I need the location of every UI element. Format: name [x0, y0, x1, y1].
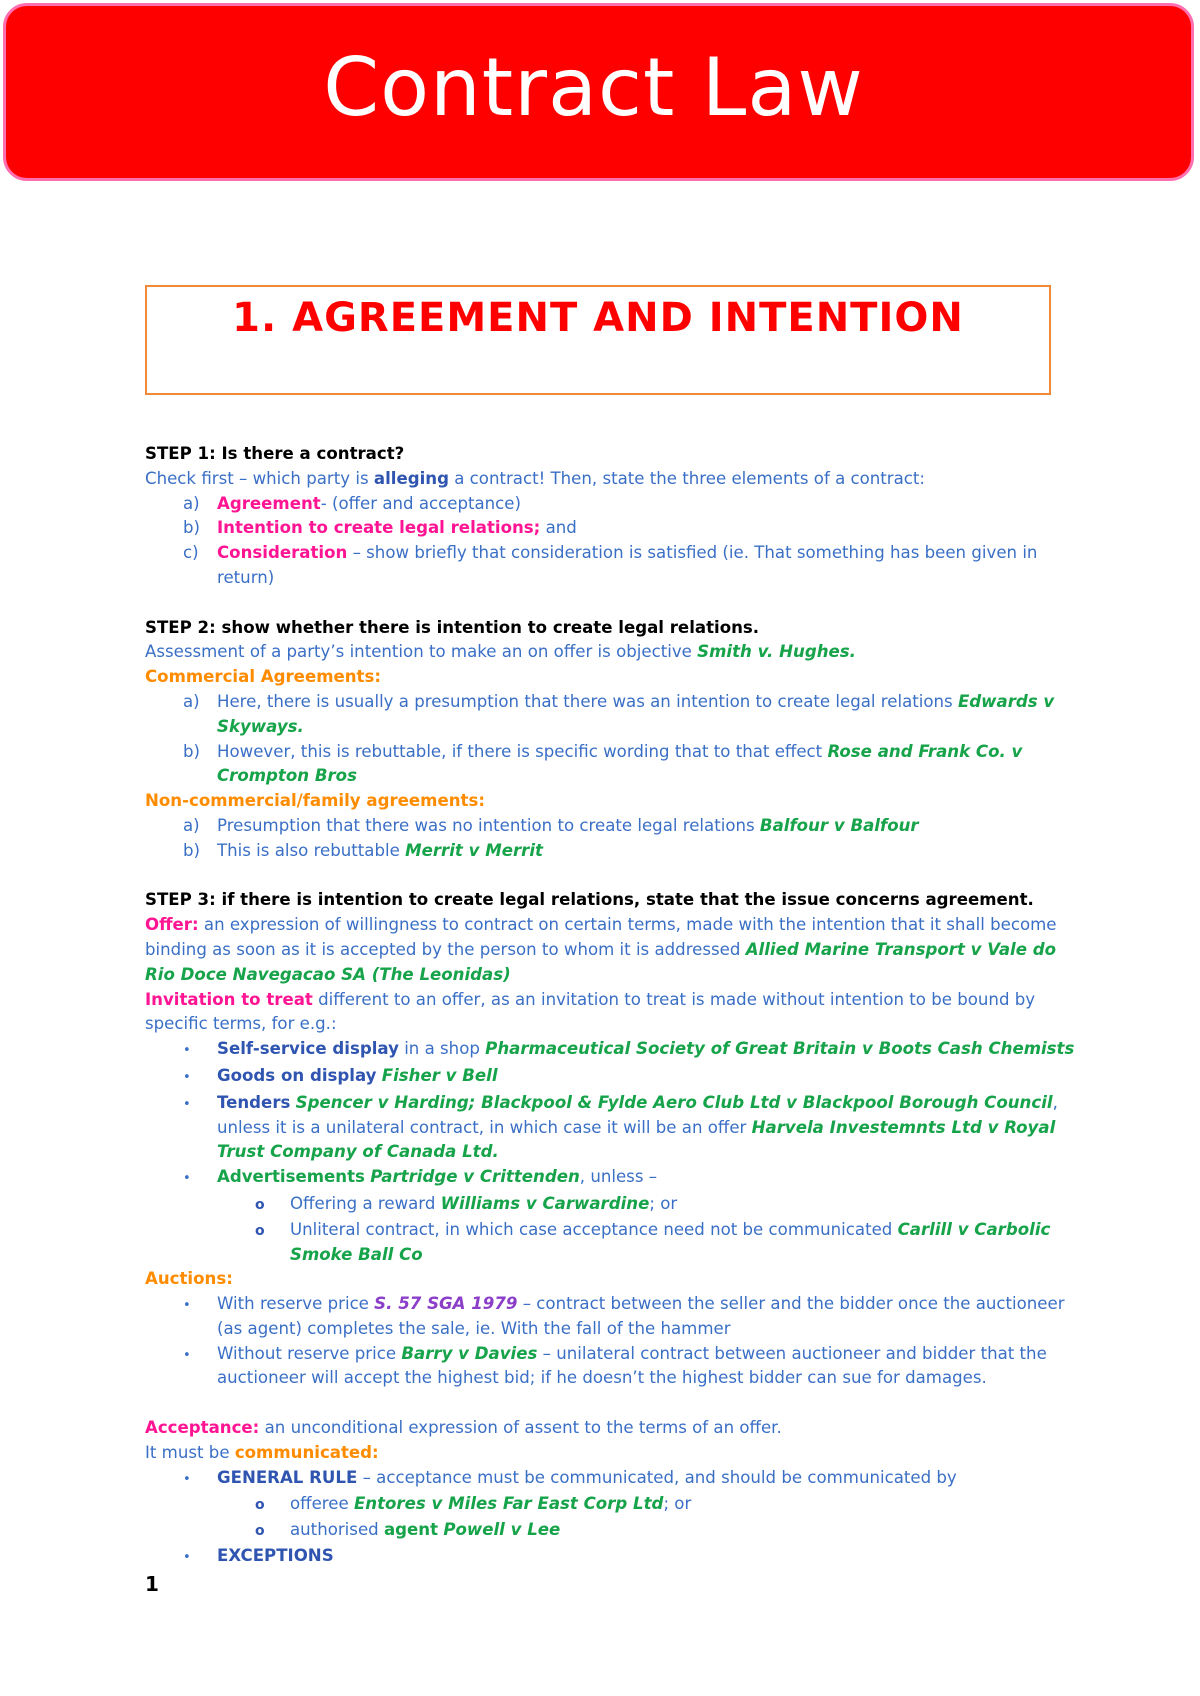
hollow-bullet-icon: o [255, 1196, 265, 1213]
list-item: • With reserve price S. 57 SGA 1979 – contract between the seller and the bidder once the auctioneer (as agent) completes the sale, ie. With the fall of the hammer [183, 1294, 1065, 1338]
hollow-bullet-icon: o [255, 1222, 265, 1239]
list-item: • Self-service display in a shop Pharmaceutical Society of Great Britain v Boots Cash Chemists [183, 1039, 1075, 1059]
page-number: 1 [145, 1572, 159, 1596]
alleging-emphasis: alleging [373, 468, 449, 488]
bullet-icon: • [183, 1069, 191, 1085]
list-item: a) Here, there is usually a presumption that there was an intention to create legal relations Edwards v Skyways. [183, 691, 1055, 736]
bullet-icon: • [183, 1471, 191, 1487]
sub-list-item: o Unliteral contract, in which case acceptance need not be communicated Carlill v Carbolic Smoke Ball Co [255, 1219, 1051, 1264]
list-item: b) Intention to create legal relations; and [183, 518, 577, 538]
acceptance-definition: Acceptance: an unconditional expression of assent to the terms of an offer. [145, 1418, 782, 1438]
list-item: a) Agreement- (offer and acceptance) [183, 493, 521, 513]
case-citation: Edwards v Skyways. [217, 691, 1055, 736]
bullet-icon: • [183, 1096, 191, 1112]
title-banner [3, 3, 1194, 181]
case-citation: Allied Marine Transport v Vale do Rio Doce Navegacao SA (The Leonidas) [145, 939, 1057, 984]
list-item: c) Consideration – show briefly that consideration is satisfied (ie. That something has been given in return) [183, 543, 1038, 587]
case-citation: Entores v Miles Far East Corp Ltd [353, 1494, 664, 1514]
invitation-to-treat: Invitation to treat different to an offer, as an invitation to treat is made without intention to be bound by specific terms, for e.g.: [145, 989, 1036, 1034]
step1-intro: Check first – which party is alleging a contract! Then, state the three elements of a contract: [145, 468, 926, 488]
step1-heading: STEP 1: Is there a contract? [145, 444, 405, 463]
case-citation: Barry v Davies [401, 1343, 538, 1363]
case-citation: Carlill v Carbolic Smoke Ball Co [290, 1219, 1051, 1264]
bullet-icon: • [183, 1043, 191, 1059]
list-item: • GENERAL RULE – acceptance must be communicated, and should be communicated by [183, 1467, 957, 1487]
sub-list-item: o authorised agent Powell v Lee [255, 1520, 561, 1540]
noncommercial-heading: Non-commercial/family agreements: [145, 791, 485, 811]
list-item: a) Presumption that there was no intention to create legal relations Balfour v Balfour [183, 815, 919, 835]
auctions-heading: Auctions: [145, 1269, 233, 1289]
list-item: b) However, this is rebuttable, if there is specific wording that to that effect Rose and Frank Co. v Crompton Bros [183, 741, 1023, 786]
case-citation: Merrit v Merrit [405, 840, 543, 860]
case-citation: Smith v. Hughes. [697, 642, 856, 662]
list-item: • Advertisements Partridge v Crittenden, unless – [183, 1167, 658, 1187]
case-citation: Fisher v Bell [381, 1065, 498, 1085]
case-citation: Pharmaceutical Society of Great Britain v Boots Cash Chemists [485, 1039, 1075, 1059]
list-item: • Without reserve price Barry v Davies – unilateral contract between auctioneer and bidder that the auctioneer will accept the highest bid; if he doesn’t the highest bidder can sue for damages. [183, 1343, 1047, 1388]
case-citation: Rose and Frank Co. v Crompton Bros [217, 741, 1023, 786]
hollow-bullet-icon: o [255, 1523, 265, 1540]
bullet-icon: • [183, 1298, 191, 1314]
case-citation: Powell v Lee [443, 1520, 561, 1540]
case-citation: Harvela Investemnts Ltd v Royal Trust Company of Canada Ltd. [217, 1117, 1056, 1162]
hollow-bullet-icon: o [255, 1497, 265, 1514]
list-item: b) This is also rebuttable Merrit v Merrit [183, 840, 543, 860]
sub-list-item: o offeree Entores v Miles Far East Corp Ltd; or [255, 1494, 692, 1514]
bullet-icon: • [183, 1347, 191, 1363]
commercial-heading: Commercial Agreements: [145, 667, 381, 687]
document-title: Contract Law [323, 41, 864, 134]
step2-heading: STEP 2: show whether there is intention to create legal relations. [145, 617, 760, 637]
case-citation: Partridge v Crittenden [370, 1167, 580, 1187]
section-heading-box [145, 285, 1051, 395]
section-title: 1. AGREEMENT AND INTENTION [232, 295, 964, 341]
step3-heading: STEP 3: if there is intention to create legal relations, state that the issue concerns agreement. [145, 890, 1034, 910]
list-item: • Goods on display Fisher v Bell [183, 1065, 498, 1085]
bullet-icon: • [183, 1171, 191, 1187]
case-citation: Spencer v Harding; Blackpool & Fylde Aero Club Ltd v Blackpool Borough Council [295, 1092, 1053, 1112]
bullet-icon: • [183, 1550, 191, 1566]
case-citation: Balfour v Balfour [759, 815, 919, 835]
step2-intro: Assessment of a party’s intention to make an on offer is objective Smith v. Hughes. [145, 642, 856, 662]
communicated-line: It must be communicated: [145, 1442, 379, 1462]
statute-citation: S. 57 SGA 1979 [374, 1294, 518, 1314]
list-item: • EXCEPTIONS [183, 1546, 334, 1566]
case-citation: Williams v Carwardine [440, 1193, 650, 1213]
offer-definition: Offer: an expression of willingness to contract on certain terms, made with the intention that it shall become binding as soon as it is accepted by the person to whom it is addressed Allied Marine Transport v Vale do Rio Doce Navegacao SA (The Leonidas) [145, 915, 1057, 984]
list-item: • Tenders Spencer v Harding; Blackpool & Fylde Aero Club Ltd v Blackpool Borough Council, unless it is a unilateral contract, in which case it will be an offer Harvela Investemnts Ltd v Royal Trust Company of Canada Ltd. [183, 1092, 1058, 1162]
document-body [145, 442, 1075, 1571]
sub-list-item: o Offering a reward Williams v Carwardine; or [255, 1193, 678, 1213]
